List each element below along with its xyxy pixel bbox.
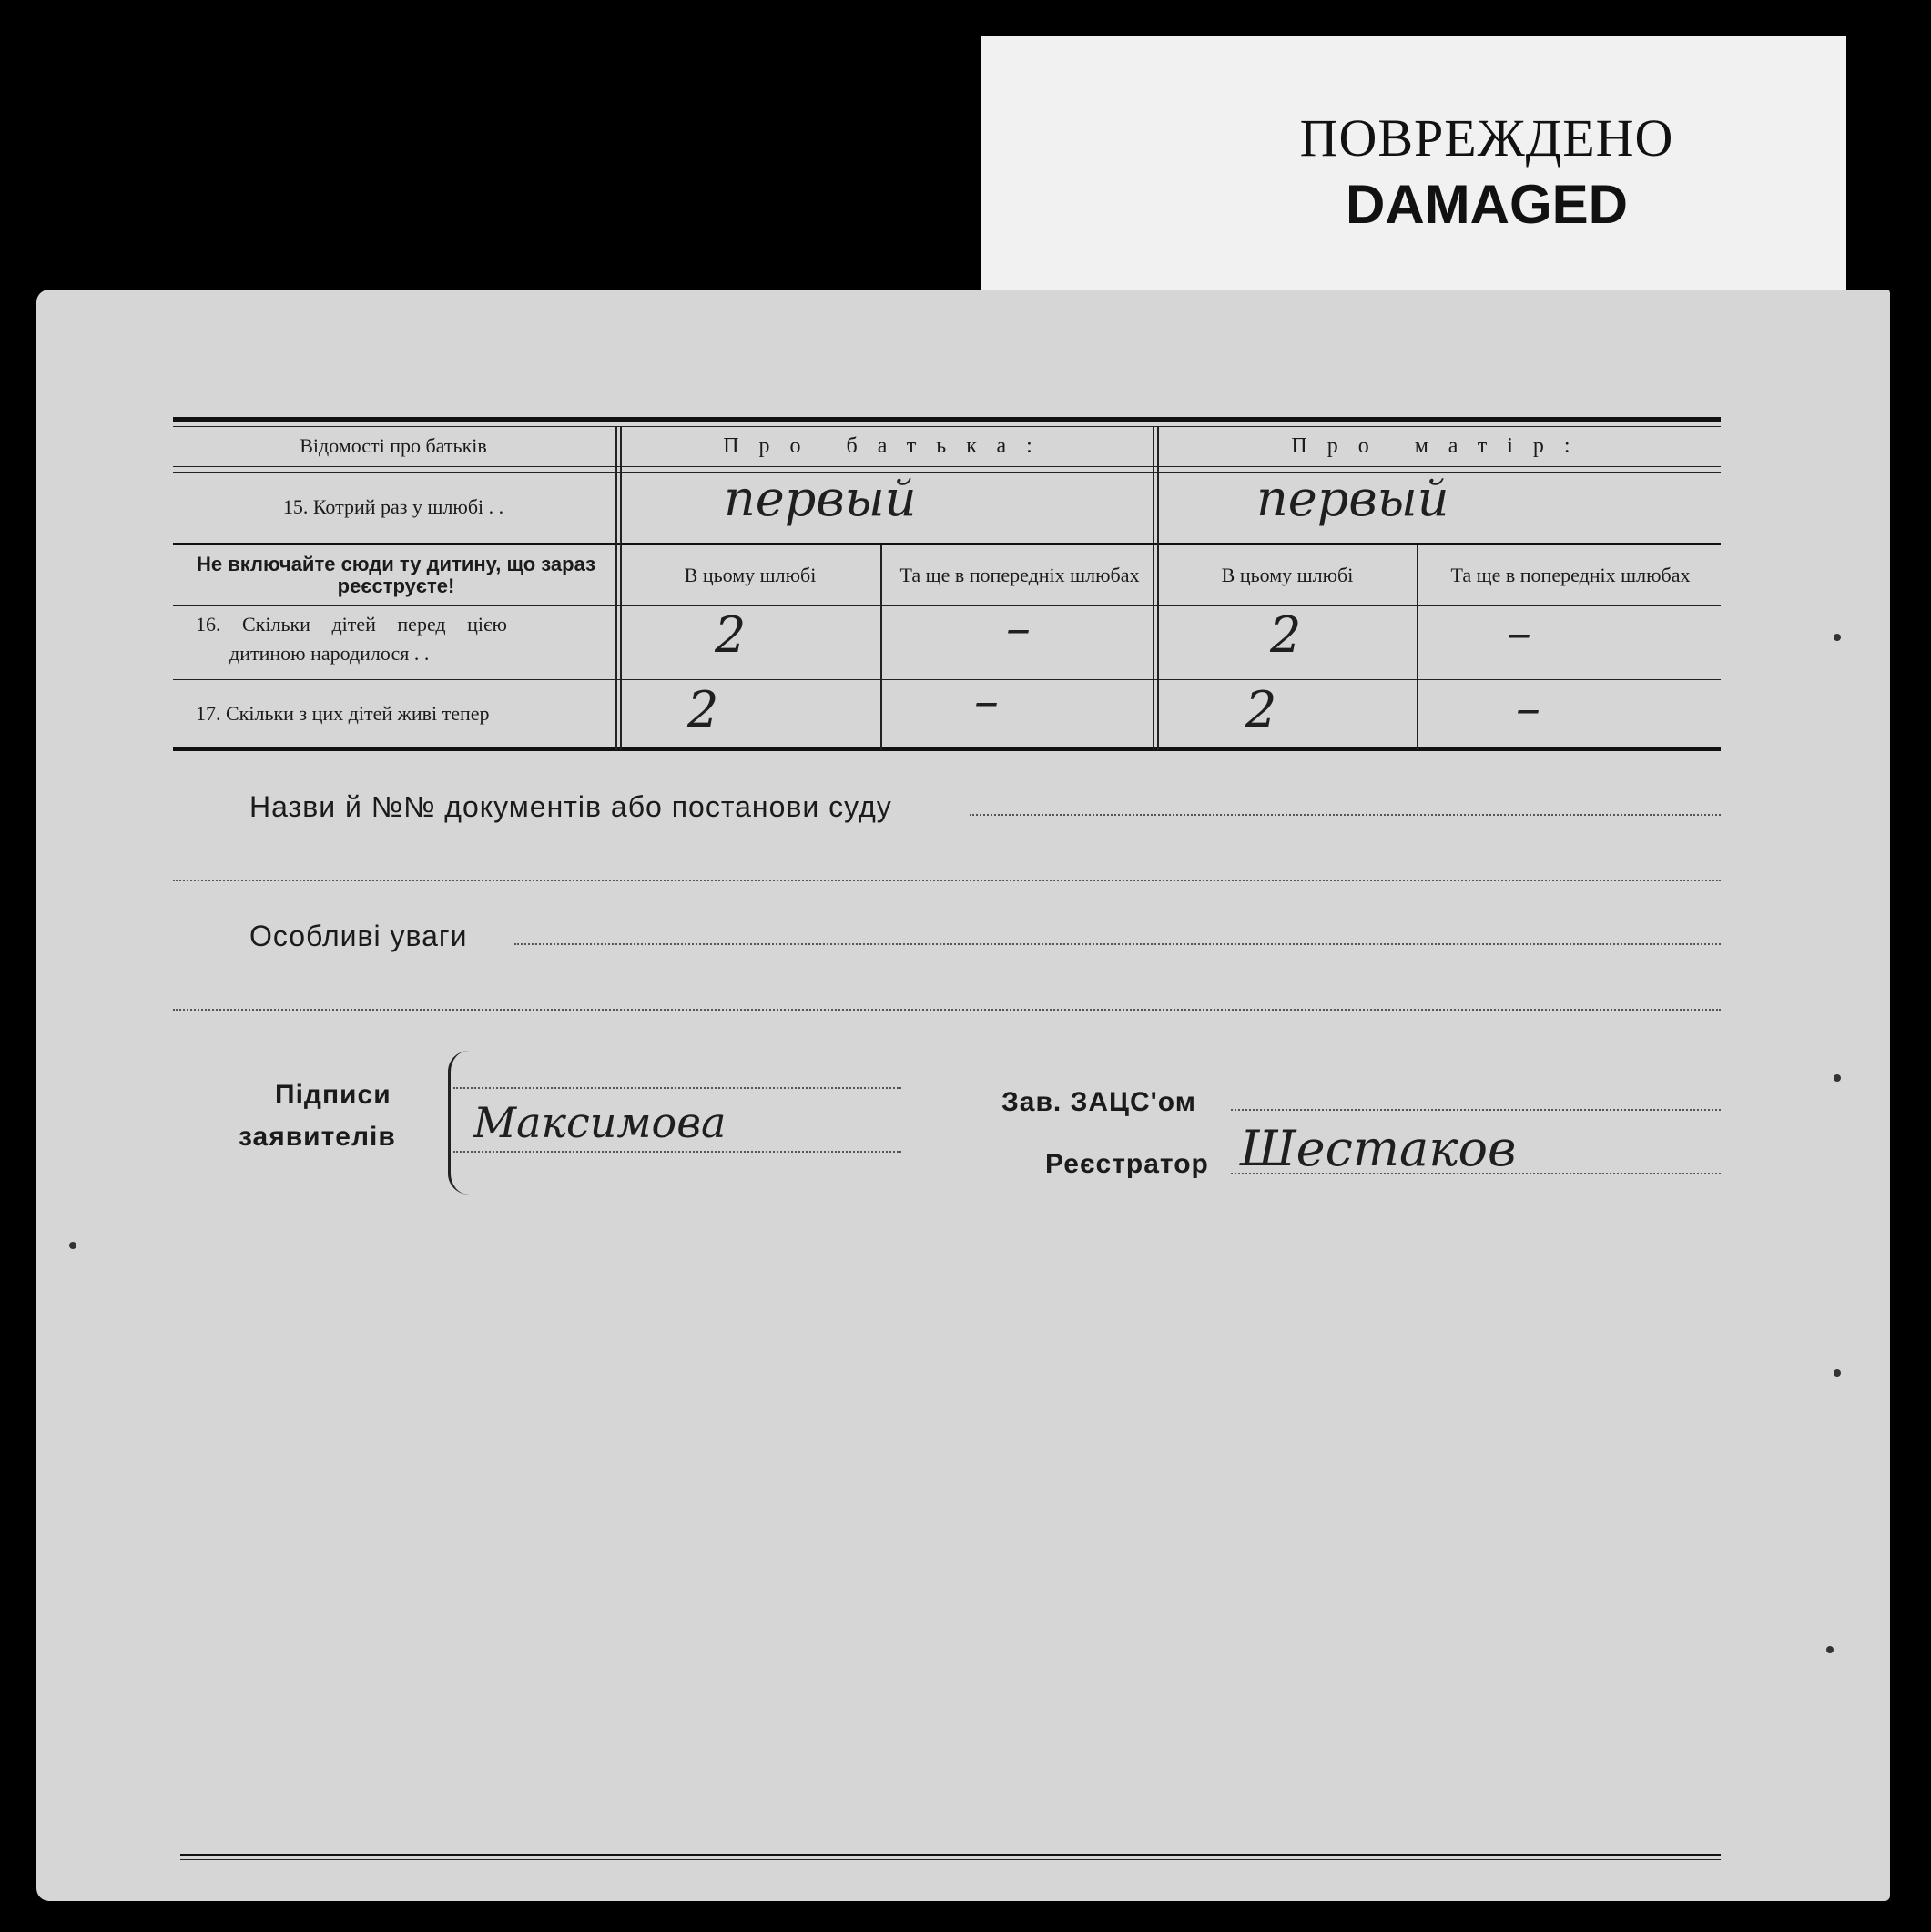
binding-hole [69, 1242, 76, 1249]
header-about-mother: Про матір: [1291, 434, 1591, 458]
binding-hole [1826, 1646, 1834, 1653]
row15-father-value: первый [724, 470, 917, 527]
row16-father-previous: – [1006, 599, 1031, 656]
damaged-tag [981, 36, 1846, 296]
applicant-signature: Максимова [473, 1098, 727, 1147]
binding-hole [1834, 634, 1841, 641]
table-rule [173, 605, 1721, 606]
table-top-rule [173, 417, 1721, 422]
subheader-note: Не включайте сюди ту дитину, що зараз реєструєте! [196, 553, 596, 597]
documents-label: Назви й №№ документів або постанови суду [249, 790, 892, 823]
applicants-label-line2: заявителів [239, 1122, 396, 1152]
registrar-signature: Шестаков [1240, 1120, 1517, 1177]
head-label: Зав. ЗАЦС'ом [1001, 1087, 1196, 1117]
applicants-brace [448, 1051, 469, 1195]
row17-mother-previous: – [1516, 679, 1540, 737]
row17-father-previous: – [974, 672, 999, 729]
damaged-tag-ru: ПОВРЕЖДЕНО [1299, 108, 1674, 168]
row16-father-this: 2 [715, 606, 747, 664]
subheader-previous-mother: Та ще в попередніх шлюбах [1450, 564, 1691, 586]
header-parents-info: Відомості про батьків [300, 434, 487, 457]
row15-label: 15. Котрий раз у шлюбі . . [282, 495, 504, 518]
subheader-previous-father: Та ще в попередніх шлюбах [899, 564, 1140, 586]
table-rule [173, 466, 1721, 467]
applicants-label-line1: Підписи [275, 1080, 391, 1110]
table-bottom-rule [173, 747, 1721, 751]
bottom-rule-thin [180, 1859, 1721, 1860]
remarks-label: Особливі уваги [249, 920, 468, 952]
registrar-label: Реєстратор [1045, 1149, 1209, 1179]
subheader-this-marriage-father: В цьому шлюбі [684, 564, 817, 586]
subheader-this-marriage-mother: В цьому шлюбі [1221, 564, 1354, 586]
applicant-signature-line [453, 1087, 901, 1089]
remarks-line-2 [173, 1009, 1721, 1011]
table-col-divider [880, 545, 882, 750]
table-col-divider [1153, 426, 1154, 750]
head-line [1231, 1109, 1721, 1111]
row15-mother-value: первый [1256, 470, 1449, 527]
row17-mother-this: 2 [1245, 681, 1277, 738]
row17-label: 17. Скільки з цих дітей живі тепер [196, 702, 490, 725]
row16-label-line2: дитиною народилося . . [229, 642, 430, 665]
remarks-line [514, 943, 1721, 945]
row16-mother-previous: – [1507, 604, 1531, 661]
document-sheet [36, 290, 1890, 1901]
table-col-divider [1417, 545, 1418, 750]
table-rule [173, 679, 1721, 680]
documents-line-2 [173, 880, 1721, 881]
table-col-divider [615, 426, 617, 750]
header-about-father: Про батька: [723, 434, 1052, 458]
row17-father-this: 2 [687, 681, 719, 738]
applicant-signature-line-2 [453, 1151, 901, 1153]
row16-label-line1: 16. Скільки дітей перед цією [196, 613, 507, 636]
documents-line [970, 814, 1721, 816]
bottom-rule [180, 1854, 1721, 1856]
binding-hole [1834, 1369, 1841, 1377]
binding-hole [1834, 1074, 1841, 1082]
row16-mother-this: 2 [1270, 606, 1302, 664]
damaged-tag-en: DAMAGED [1346, 174, 1628, 235]
